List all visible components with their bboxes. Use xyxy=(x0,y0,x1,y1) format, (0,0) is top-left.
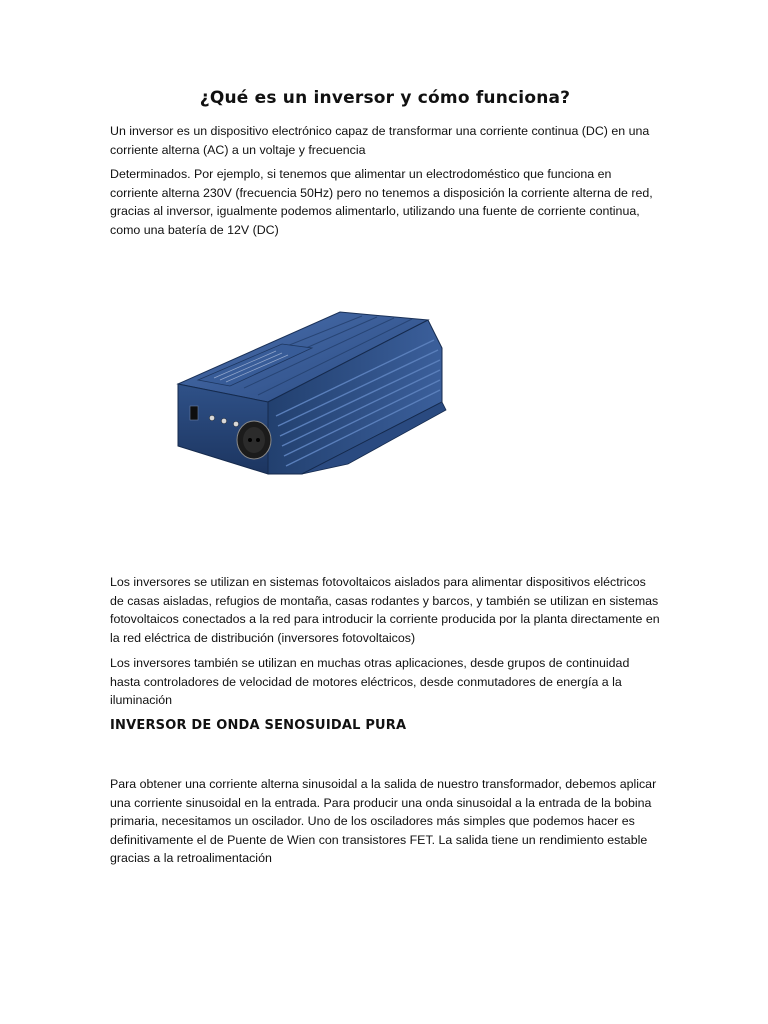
paragraph-other-applications: Los inversores también se utilizan en muchas otras aplicaciones, desde grupos de continuidad hasta controladores de velocidad de motores eléctricos, desde conmutadores de energía a la iluminación xyxy=(110,656,630,708)
ac-socket-icon xyxy=(237,421,271,459)
section-heading: INVERSOR DE ONDA SENOSUIDAL PURA xyxy=(110,718,407,733)
paragraph-uses-photovoltaic: Los inversores se utilizan en sistemas fotovoltaicos aislados para alimentar dispositivos eléctricos de casas aisladas, refugios de montaña, casas rodantes y barcos, y también se utilizan en sistemas fotovoltaicos conectados a la red para introducir la corriente producida por la planta directamente en la red eléctrica de distribución (inversores fotovoltaicos) xyxy=(110,575,660,645)
indicator-led-2 xyxy=(221,418,226,423)
inverter-image xyxy=(172,306,452,478)
paragraph-sine-wave: Para obtener una corriente alterna sinusoidal a la salida de nuestro transformador, debemos aplicar una corriente sinusoidal en la entrada. Para producir una onda sinusoidal a la entrada de la bobina primaria, necesitamos un oscilador. Uno de los osciladores más simples que podemos hacer es definitivamente el de Puente de Wien con transistores FET. La salida tiene un rendimiento estable gracias a la retroalimentación xyxy=(110,777,657,866)
indicator-led-1 xyxy=(209,415,214,420)
page-title: ¿Qué es un inversor y cómo funciona? xyxy=(199,88,571,108)
paragraph-example: Determinados. Por ejemplo, si tenemos que alimentar un electrodoméstico que funciona en corriente alterna 230V (frecuencia 50Hz) pero no tenemos a disposición la corriente alterna de red, gracias al inversor, igualmente podemos alimentarlo, utilizando una fuente de corriente continua, como una batería de 12V (DC) xyxy=(110,167,653,237)
indicator-led-3 xyxy=(233,421,238,426)
power-switch-icon xyxy=(190,406,198,420)
paragraph-definition: Un inversor es un dispositivo electrónico capaz de transformar una corriente continua (DC) en una corriente alterna (AC) a un voltaje y frecuencia xyxy=(110,124,650,157)
